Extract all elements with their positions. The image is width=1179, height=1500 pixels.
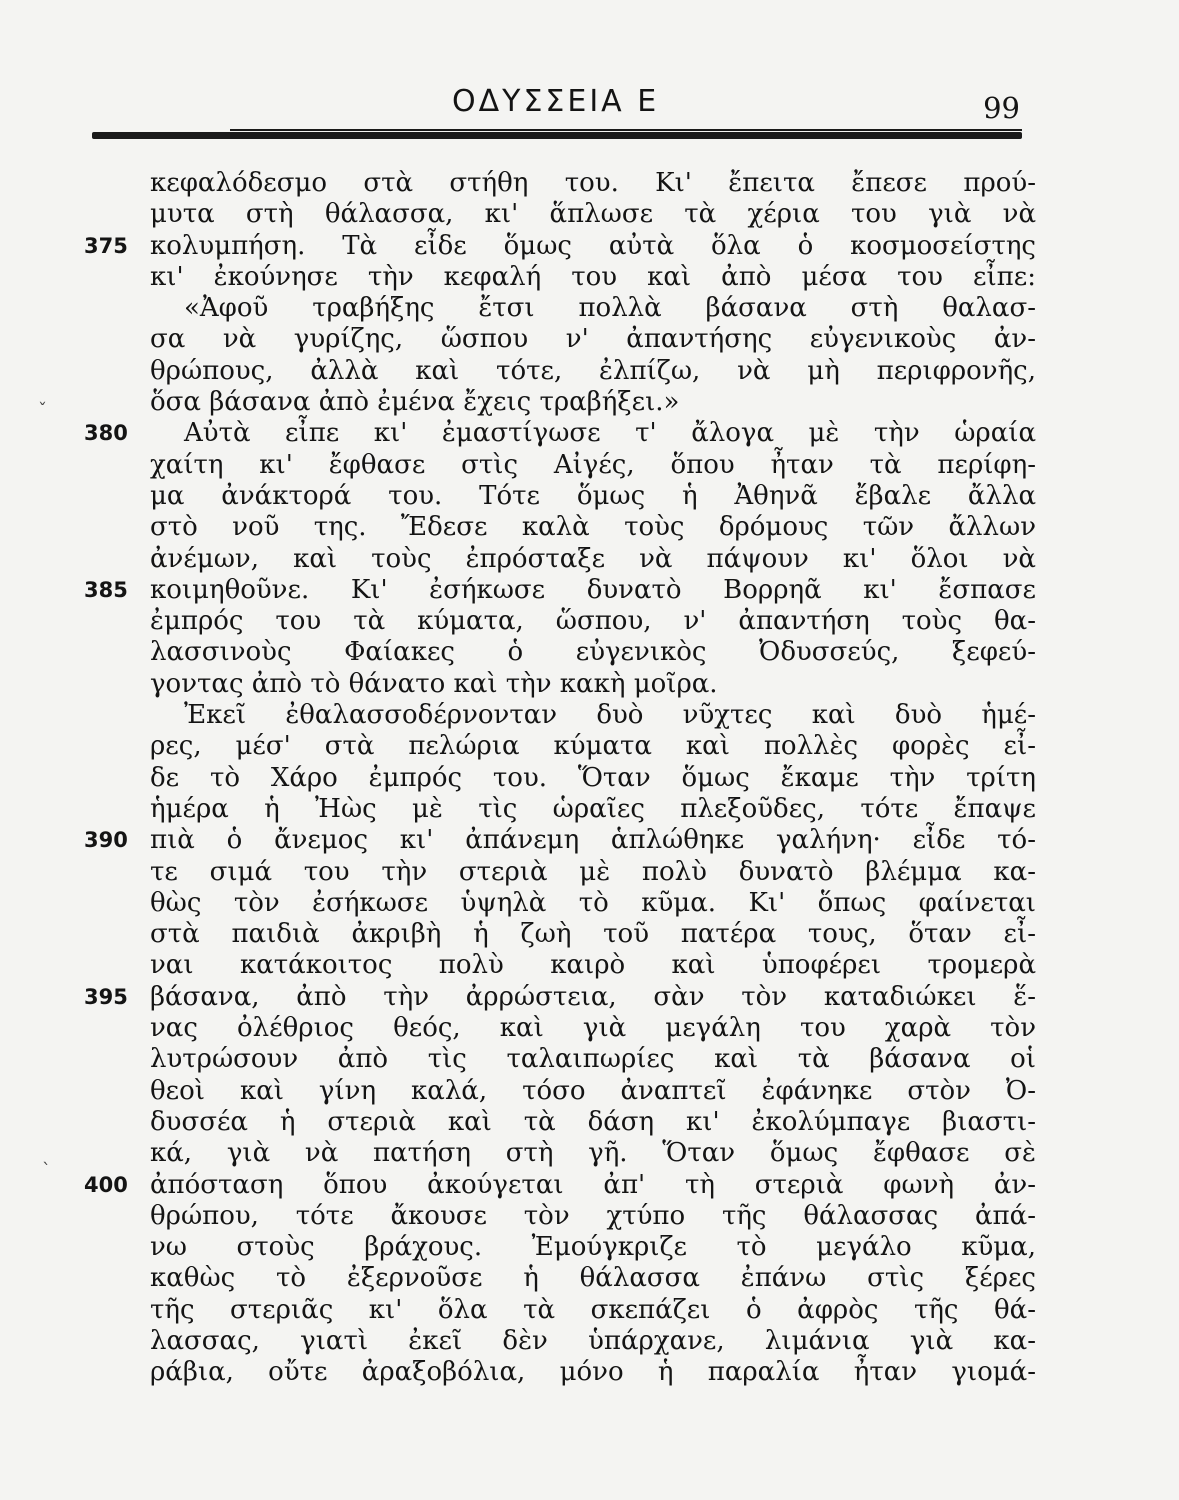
text-line: [150, 669, 1036, 700]
header-rule: [92, 132, 1022, 139]
text-line: [150, 1201, 1036, 1232]
page-number: 99: [983, 91, 1020, 125]
line-text: ἀπόσταση ὅπου ἀκούγεται ἀπ' τὴ στεριὰ φωνὴ ἀν-: [150, 1169, 1036, 1200]
text-line: [150, 1295, 1036, 1326]
line-text: Ἐκεῖ ἐθαλασσοδέρνονταν δυὸ νῦχτες καὶ δυὸ ἡμέ-: [184, 700, 1036, 731]
line-text: ἡμέρα ἡ Ἠὼς μὲ τὶς ὡραῖες πλεξοῦδες, τότε ἔπαψε: [150, 793, 1036, 824]
text-line: [150, 168, 1036, 199]
line-text: κά, γιὰ νὰ πατήση στὴ γῆ. Ὅταν ὅμως ἔφθασε σὲ: [150, 1138, 1036, 1169]
line-text: Αὐτὰ εἶπε κι' ἐμαστίγωσε τ' ἄλογα μὲ τὴν ὡραία: [184, 418, 1036, 449]
margin-mark: ˇ: [38, 400, 47, 421]
line-text: νας ὀλέθριος θεός, καὶ γιὰ μεγάλη του χαρὰ τὸν: [150, 1013, 1036, 1044]
text-line: [150, 700, 1036, 731]
line-text: νω στοὺς βράχους. Ἐμούγκριζε τὸ μεγάλο κῦμα,: [150, 1232, 1036, 1263]
text-line: [150, 1232, 1036, 1263]
text-line: [84, 1169, 1036, 1201]
line-text: πιὰ ὁ ἄνεμος κι' ἀπάνεμη ἁπλώθηκε γαλήνη· εἶδε τό-: [150, 825, 1036, 856]
line-text: θεοὶ καὶ γίνη καλά, τόσο ἀναπτεῖ ἐφάνηκε στὸν Ὀ-: [150, 1075, 1036, 1106]
text-line: [150, 888, 1036, 919]
body-text: [84, 168, 1036, 1389]
line-text: γοντας ἀπὸ τὸ θάνατο καὶ τὴν κακὴ μοῖρα.: [150, 668, 718, 699]
line-text: βάσανα, ἀπὸ τὴν ἀρρώστεια, σὰν τὸν καταδιώκει ἕ-: [150, 981, 1036, 1012]
text-line: [84, 230, 1036, 262]
text-line: [150, 481, 1036, 512]
page-title: ΟΔΥΣΣΕΙΑ Ε: [452, 84, 660, 119]
line-text: κοιμηθοῦνε. Κι' ἐσήκωσε δυνατὸ Βορρηᾶ κι' ἔσπασε: [150, 574, 1036, 605]
text-line: [150, 199, 1036, 230]
text-line: [150, 731, 1036, 762]
text-line: [84, 825, 1036, 856]
header-rule-thin: [230, 129, 1022, 131]
verse-line-number: 375: [84, 233, 128, 258]
text-line: [150, 450, 1036, 481]
line-text: κι' ἐκούνησε τὴν κεφαλή του καὶ ἀπὸ μέσα του εἶπε:: [150, 261, 1036, 292]
line-text: στὰ παιδιὰ ἀκριβὴ ἡ ζωὴ τοῦ πατέρα τους, ὅταν εἶ-: [150, 919, 1036, 950]
line-text: τῆς στεριᾶς κι' ὅλα τὰ σκεπάζει ὁ ἀφρὸς τῆς θά-: [150, 1294, 1036, 1325]
running-head: [130, 82, 1030, 132]
line-text: μα ἀνάκτορά του. Τότε ὅμως ἡ Ἀθηνᾶ ἔβαλε ἄλλα: [150, 480, 1036, 511]
text-line: [150, 1107, 1036, 1138]
text-line: [150, 324, 1036, 355]
verse-line-number: 390: [84, 828, 128, 853]
text-line: [150, 293, 1036, 324]
line-text: «Ἀφοῦ τραβήξης ἔτσι πολλὰ βάσανα στὴ θαλασ-: [184, 293, 1036, 324]
line-text: λυτρώσουν ἀπὸ τὶς ταλαιπωρίες καὶ τὰ βάσανα οἱ: [150, 1044, 1036, 1075]
line-text: δυσσέα ἡ στεριὰ καὶ τὰ δάση κι' ἐκολύμπαγε βιαστι-: [150, 1106, 1036, 1137]
text-line: [150, 1044, 1036, 1075]
text-line: [84, 981, 1036, 1013]
text-line: [150, 1357, 1036, 1388]
line-text: λασσινοὺς Φαίακες ὁ εὐγενικὸς Ὀδυσσεύς, ξεφεύ-: [150, 637, 1036, 668]
text-line: [150, 544, 1036, 575]
line-text: σα νὰ γυρίζης, ὥσπου ν' ἀπαντήσης εὐγενικοὺς ἀν-: [150, 324, 1036, 355]
text-line: [150, 1263, 1036, 1294]
text-line: [150, 637, 1036, 668]
margin-mark: ˋ: [42, 1160, 51, 1181]
verse-line-number: 400: [84, 1172, 128, 1197]
line-text: τε σιμά του τὴν στεριὰ μὲ πολὺ δυνατὸ βλέμμα κα-: [150, 856, 1036, 887]
verse-line-number: 385: [84, 577, 128, 602]
line-text: ρες, μέσ' στὰ πελώρια κύματα καὶ πολλὲς φορὲς εἶ-: [150, 731, 1036, 762]
verse-line-number: 395: [84, 984, 128, 1009]
line-text: ναι κατάκοιτος πολὺ καιρὸ καὶ ὑποφέρει τρομερὰ: [150, 950, 1036, 981]
text-line: [150, 794, 1036, 825]
line-text: ἐμπρός του τὰ κύματα, ὥσπου, ν' ἀπαντήση τοὺς θα-: [150, 606, 1036, 637]
line-text: θὼς τὸν ἐσήκωσε ὑψηλὰ τὸ κῦμα. Κι' ὅπως φαίνεται: [150, 887, 1036, 918]
line-text: χαίτη κι' ἔφθασε στὶς Αἰγές, ὅπου ἦταν τὰ περίφη-: [150, 449, 1036, 480]
line-text: θρώπου, τότε ἄκουσε τὸν χτύπο τῆς θάλασσας ἀπά-: [150, 1200, 1036, 1231]
text-line: [150, 1013, 1036, 1044]
text-line: [150, 606, 1036, 637]
line-text: καθὼς τὸ ἐξερνοῦσε ἡ θάλασσα ἐπάνω στὶς ξέρες: [150, 1263, 1036, 1294]
text-line: [150, 1138, 1036, 1169]
text-line: [150, 1076, 1036, 1107]
text-line: [84, 574, 1036, 606]
line-text: δε τὸ Χάρο ἐμπρός του. Ὅταν ὅμως ἔκαμε τὴν τρίτη: [150, 762, 1036, 793]
line-text: ὅσα βάσανα ἀπὸ ἐμένα ἔχεις τραβήξει.»: [150, 387, 680, 418]
text-line: [84, 418, 1036, 449]
text-line: [150, 387, 1036, 418]
line-text: θρώπους, ἀλλὰ καὶ τότε, ἐλπίζω, νὰ μὴ περιφρονῆς,: [150, 355, 1036, 386]
text-line: [150, 356, 1036, 387]
line-text: ράβια, οὔτε ἀραξοβόλια, μόνο ἡ παραλία ἦταν γιομά-: [150, 1357, 1036, 1388]
line-text: μυτα στὴ θάλασσα, κι' ἅπλωσε τὰ χέρια του γιὰ νὰ: [150, 199, 1036, 230]
text-line: [150, 763, 1036, 794]
text-line: [150, 512, 1036, 543]
line-text: στὸ νοῦ της. Ἔδεσε καλὰ τοὺς δρόμους τῶν ἄλλων: [150, 512, 1036, 543]
text-line: [150, 919, 1036, 950]
text-line: [150, 1326, 1036, 1357]
line-text: κολυμπήση. Τὰ εἶδε ὅμως αὐτὰ ὅλα ὁ κοσμοσείστης: [150, 230, 1036, 261]
line-text: κεφαλόδεσμο στὰ στήθη του. Κι' ἔπειτα ἔπεσε πρού-: [150, 168, 1036, 198]
line-text: ἀνέμων, καὶ τοὺς ἐπρόσταξε νὰ πάψουν κι' ὅλοι νὰ: [150, 543, 1036, 574]
text-line: [150, 857, 1036, 888]
text-line: [150, 262, 1036, 293]
verse-line-number: 380: [84, 421, 128, 446]
text-line: [150, 950, 1036, 981]
line-text: λασσας, γιατὶ ἐκεῖ δὲν ὑπάρχανε, λιμάνια γιὰ κα-: [150, 1325, 1036, 1356]
